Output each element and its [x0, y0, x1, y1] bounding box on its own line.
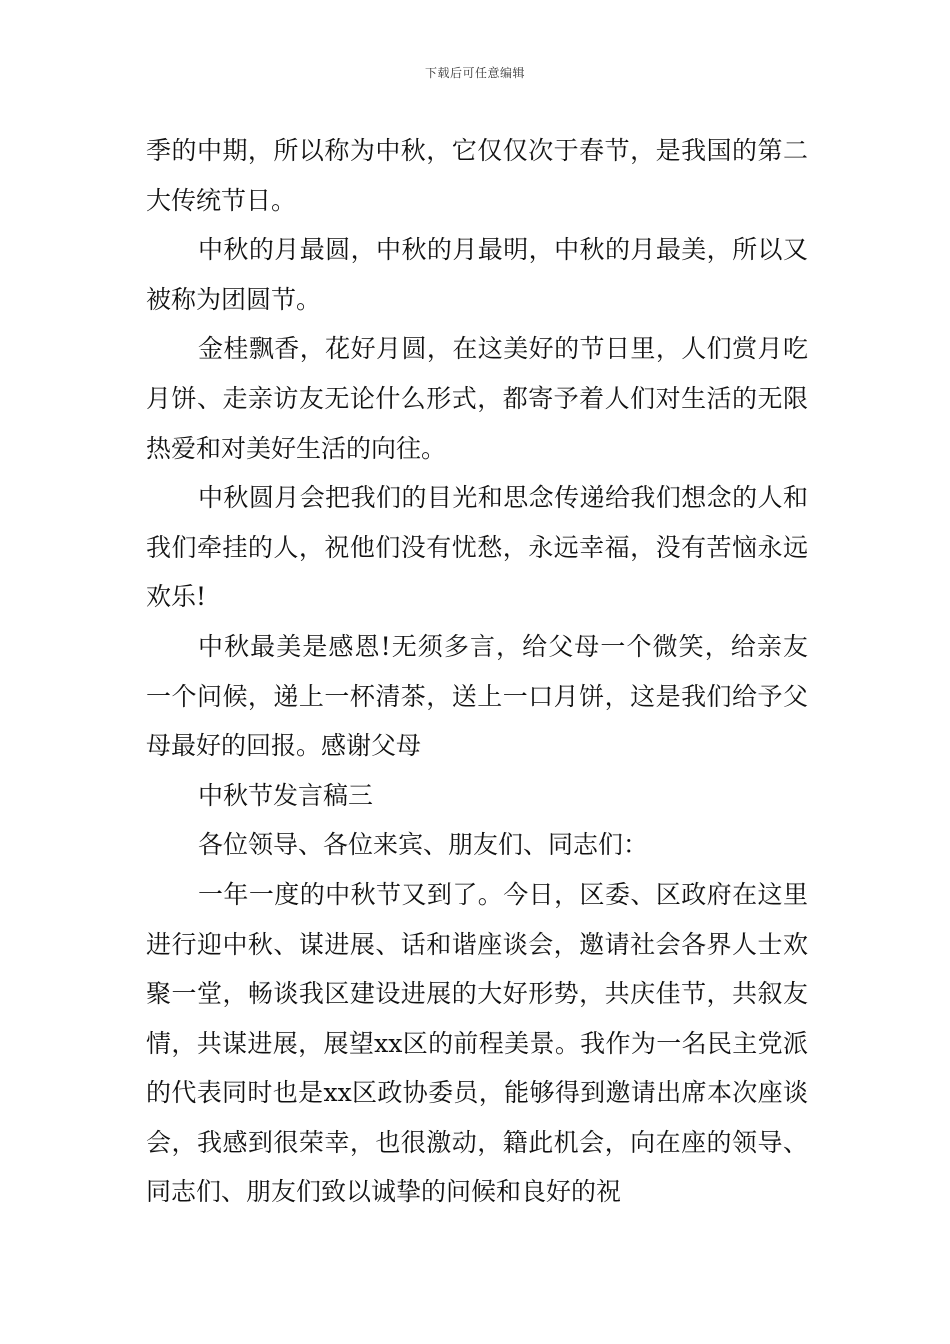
document-body	[146, 126, 808, 1217]
paragraph-2: 中秋的月最圆，中秋的月最明，中秋的月最美，所以又被称为团圆节。	[146, 235, 808, 314]
paragraph-3: 金桂飘香，花好月圆，在这美好的节日里，人们赏月吃月饼、走亲访友无论什么形式，都寄予着人们对生活的无限热爱和对美好生活的向往。	[146, 334, 808, 463]
salutation: 各位领导、各位来宾、朋友们、同志们：	[198, 830, 649, 860]
section-heading: 中秋节发言稿三	[198, 780, 374, 810]
paragraph-8: 一年一度的中秋节又到了。今日，区委、区政府在这里进行迎中秋、谋进展、话和谐座谈会，邀请社会各界人士欢聚一堂，畅谈我区建设进展的大好形势，共庆佳节，共叙友情，共谋进展，展望xx区的前程美景。我作为一名民主党派的代表同时也是xx区政协委员，能够得到邀请出席本次座谈会，我感到很荣幸，也很激动，籍此机会，向在座的领导、同志们、朋友们致以诚挚的问候和良好的祝	[146, 879, 808, 1207]
paragraph-1: 季的中期，所以称为中秋，它仅仅次于春节，是我国的第二大传统节日。	[146, 136, 808, 215]
paragraph-5: 中秋最美是感恩!无须多言，给父母一个微笑，给亲友一个问候，递上一杯清茶，送上一口月饼，这是我们给予父母最好的回报。感谢父母	[146, 631, 808, 761]
paragraph-4: 中秋圆月会把我们的目光和思念传递给我们想念的人和我们牵挂的人，祝他们没有忧愁，永远幸福，没有苦恼永远欢乐!	[146, 483, 808, 612]
page-header: 下载后可任意编辑	[424, 66, 525, 80]
